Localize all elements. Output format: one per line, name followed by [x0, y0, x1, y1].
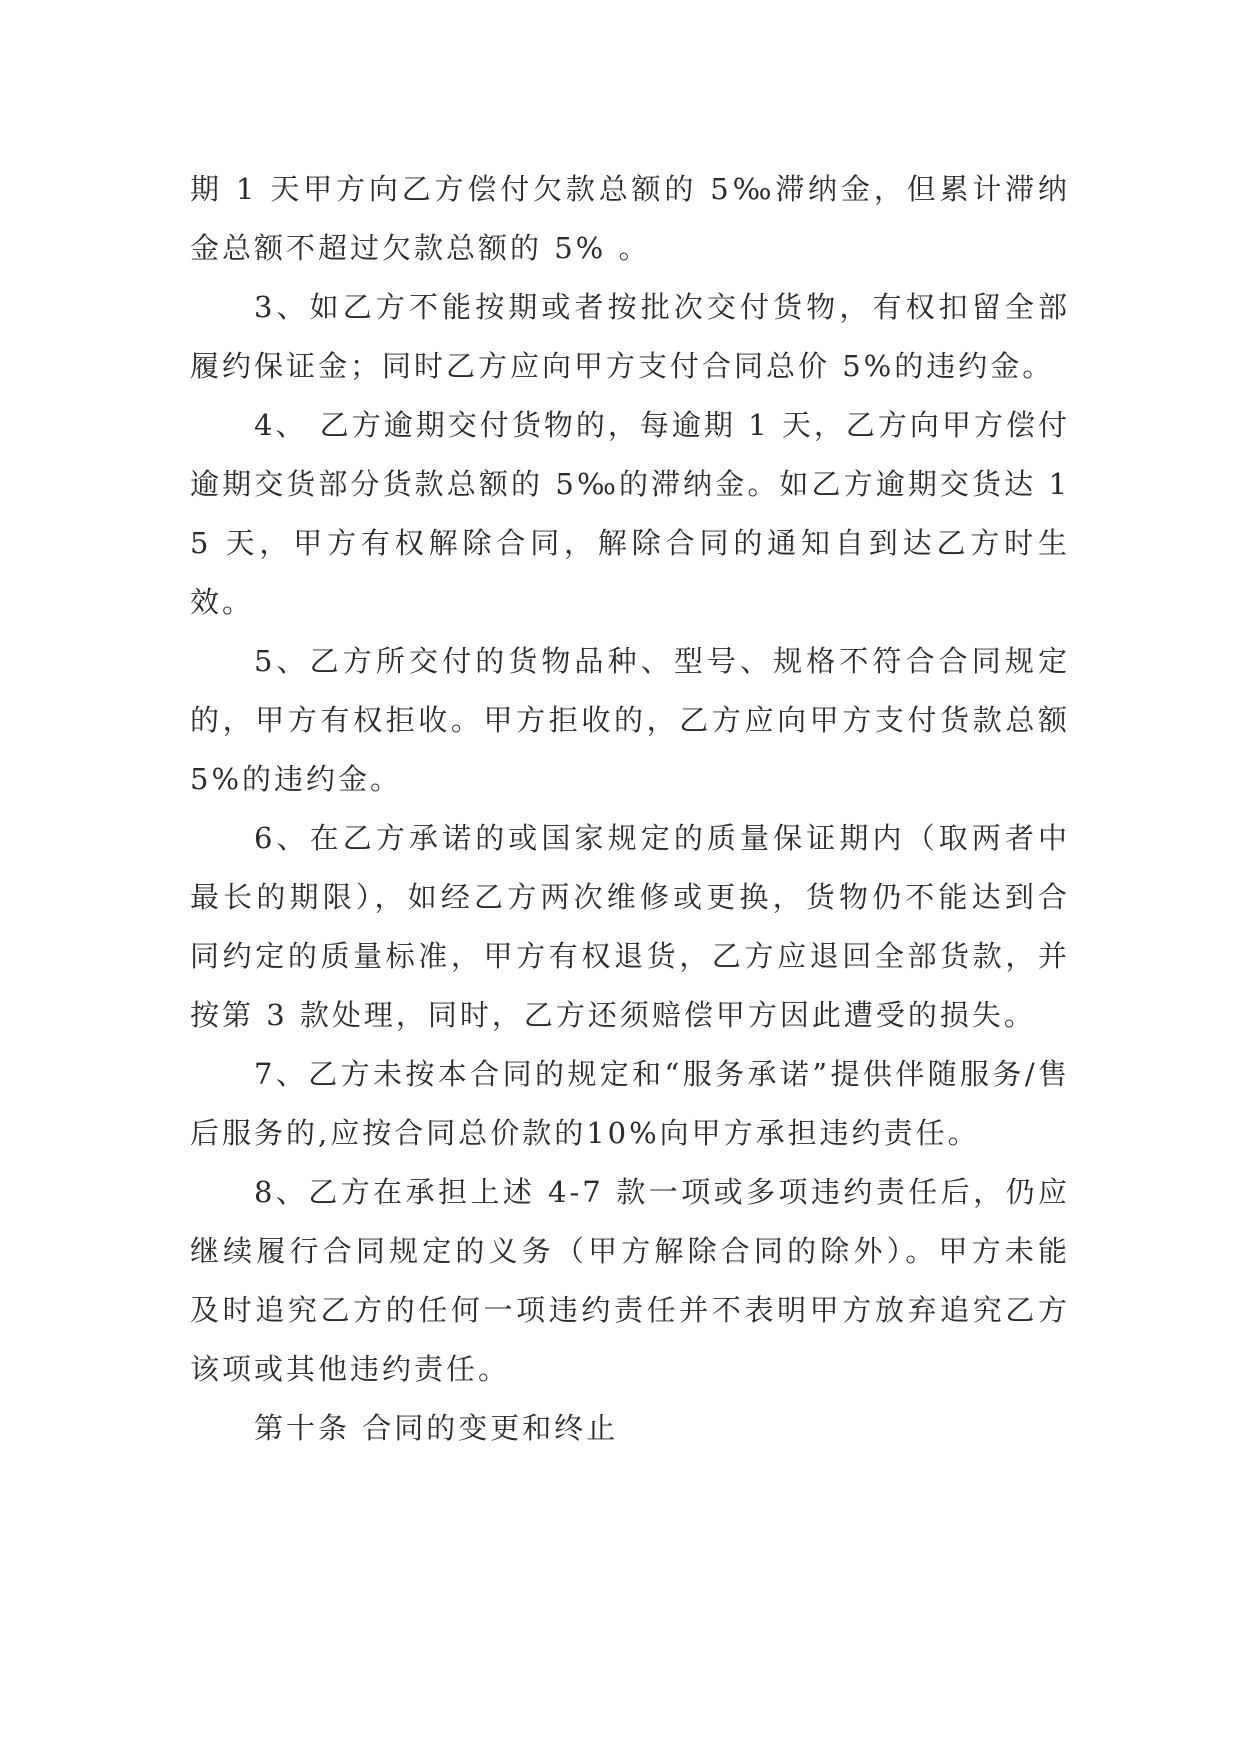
paragraph-clause-5: 5、乙方所交付的货物品种、型号、规格不符合合同规定的，甲方有权拒收。甲方拒收的，乙方应向甲方支付货款总额 5%的违约金。 [190, 644, 1070, 796]
section-heading: 第十条 合同的变更和终止 [254, 1411, 619, 1445]
paragraph-clause-4: 4、 乙方逾期交付货物的，每逾期 1 天，乙方向甲方偿付逾期交货部分货款总额的 5‰的滞纳金。如乙方逾期交货达 15 天，甲方有权解除合同，解除合同的通知自到达乙方时生效。 [190, 408, 1070, 619]
paragraph-clause-7: 7、乙方未按本合同的规定和“服务承诺”提供伴随服务/售后服务的,应按合同总价款的10%向甲方承担违约责任。 [190, 1057, 1070, 1150]
paragraph-clause-3: 3、如乙方不能按期或者按批次交付货物，有权扣留全部履约保证金；同时乙方应向甲方支付合同总价 5%的违约金。 [190, 290, 1070, 383]
document-body [190, 160, 1070, 1458]
paragraph-clause-8: 8、乙方在承担上述 4-7 款一项或多项违约责任后，仍应继续履行合同规定的义务（甲方解除合同的除外）。甲方未能及时追究乙方的任何一项违约责任并不表明甲方放弃追究乙方该项或其他违约责任。 [190, 1175, 1070, 1386]
paragraph-penalty-continuation: 期 1 天甲方向乙方偿付欠款总额的 5‰滞纳金，但累计滞纳金总额不超过欠款总额的 5% 。 [190, 172, 1070, 265]
paragraph-clause-6: 6、在乙方承诺的或国家规定的质量保证期内（取两者中最长的期限），如经乙方两次维修或更换，货物仍不能达到合同约定的质量标准，甲方有权退货，乙方应退回全部货款，并按第 3 款处理，同时，乙方还须赔偿甲方因此遭受的损失。 [190, 821, 1070, 1032]
